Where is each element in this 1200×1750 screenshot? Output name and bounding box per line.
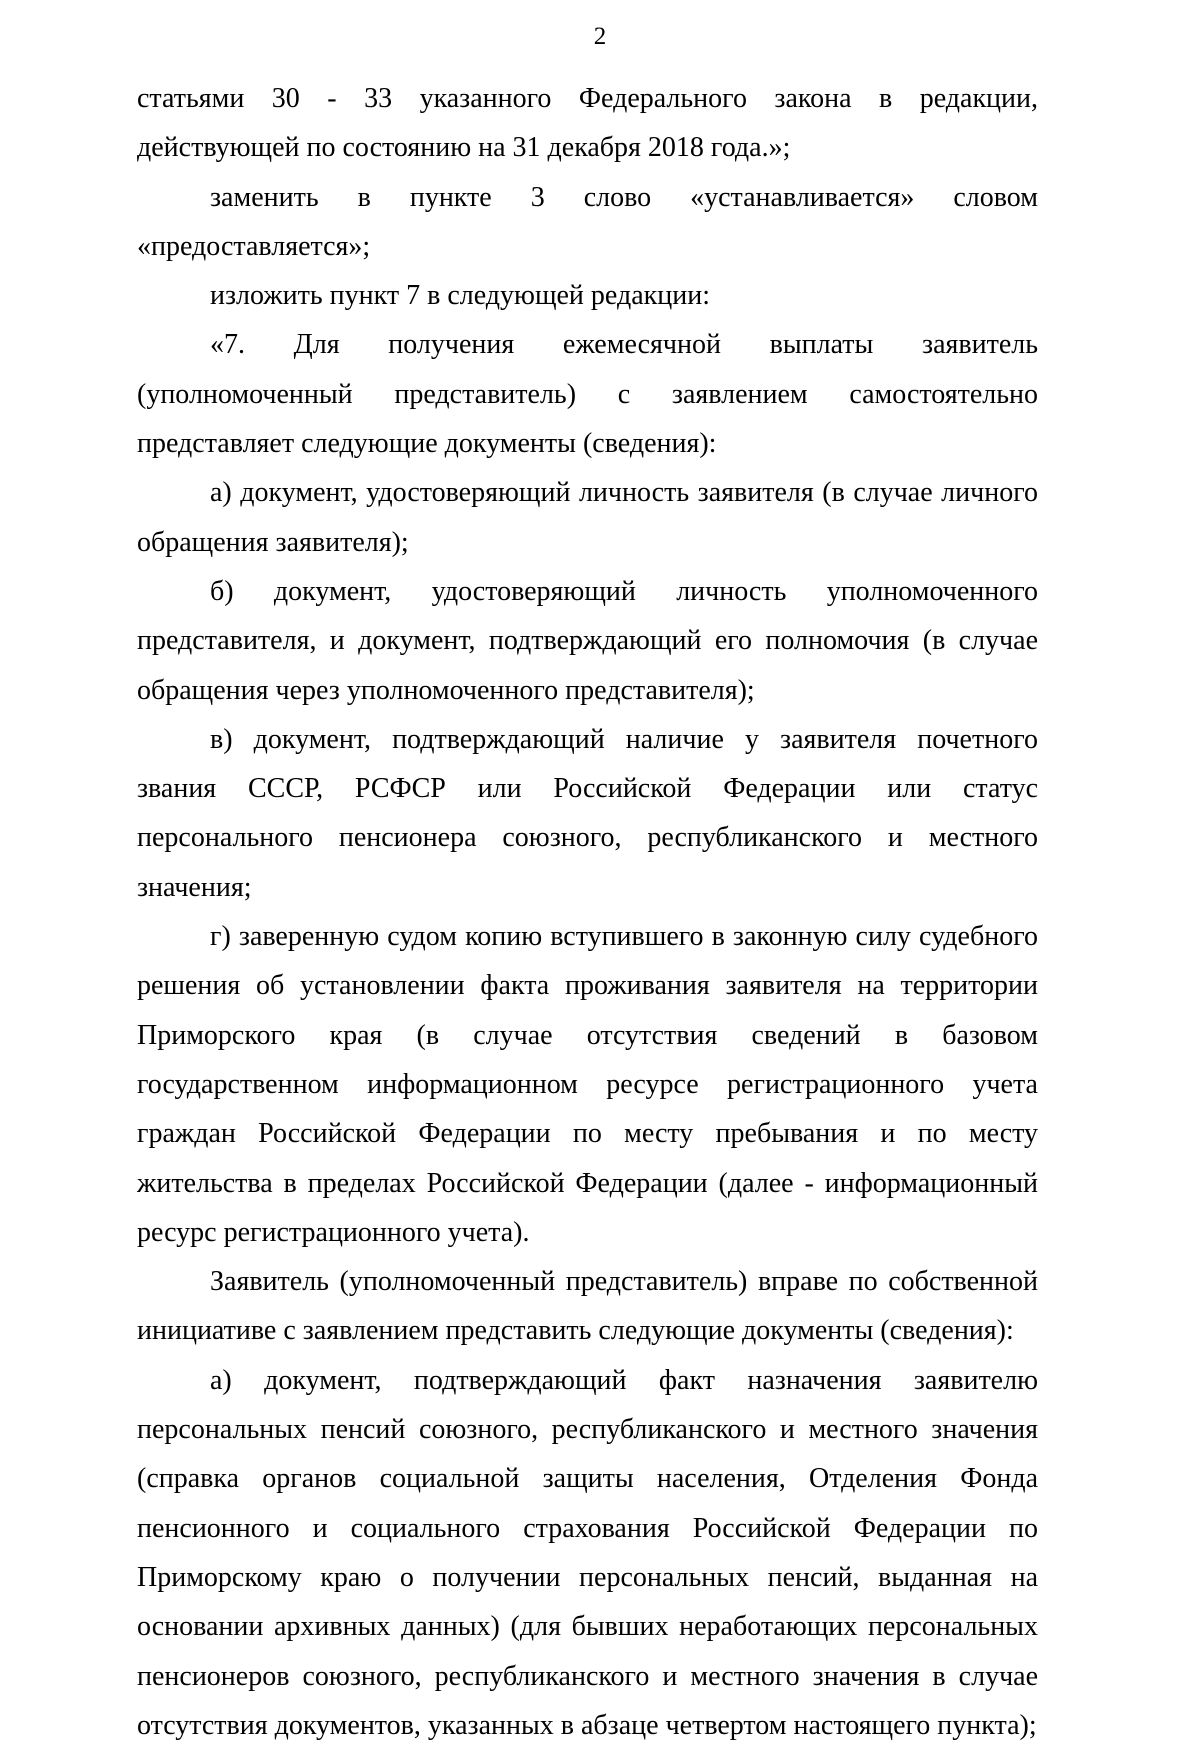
paragraph-item-b: б) документ, удостоверяющий личность уполномоченного представителя, и документ, подтверждающий его полномочия (в случае обращения через уполномоченного представителя); [137, 575, 1038, 706]
paragraph-optional-documents: Заявитель (уполномоченный представитель) вправе по собственной инициативе с заявлением представить следующие документы (сведения): [137, 1266, 1038, 1347]
paragraph-item-v: в) документ, подтверждающий наличие у заявителя почетного звания СССР, РСФСР или Российской Федерации или статус персонального пенсионера союзного, республиканского и местного значения; [137, 723, 1038, 903]
paragraph-item-g: г) заверенную судом копию вступившего в законную силу судебного решения об установлении факта проживания заявителя на территории Приморского края (в случае отсутствия сведений в базовом государственном информационном ресурсе регистрационного учета граждан Российской Федерации по месту пребывания и по месту жительства в пределах Российской Федерации (далее - информационный ресурс регистрационного учета). [137, 921, 1038, 1248]
document-body [137, 74, 1038, 1750]
paragraph-optional-item-a: а) документ, подтверждающий факт назначения заявителю персональных пенсий союзного, республиканского и местного значения (справка органов социальной защиты населения, Отделения Фонда пенсионного и социального страхования Российской Федерации по Приморскому краю о получении персональных пенсий, выданная на основании архивных данных) (для бывших неработающих персональных пенсионеров союзного, республиканского и местного значения в случае отсутствия документов, указанных в абзаце четвертом настоящего пункта); [137, 1364, 1038, 1741]
paragraph-continuation: статьями 30 - 33 указанного Федерального закона в редакции, действующей по состоянию на 31 декабря 2018 года.»; [137, 83, 1038, 164]
paragraph-item-a: а) документ, удостоверяющий личность заявителя (в случае личного обращения заявителя); [137, 477, 1038, 558]
paragraph-amendment-point-7: изложить пункт 7 в следующей редакции: [210, 280, 710, 312]
paragraph-point-7: «7. Для получения ежемесячной выплаты заявитель (уполномоченный представитель) с заявлением самостоятельно представляет следующие документы (сведения): [137, 329, 1038, 460]
paragraph-amendment-point-3: заменить в пункте 3 слово «устанавливается» словом «предоставляется»; [137, 181, 1038, 262]
page-number: 2 [593, 23, 607, 50]
